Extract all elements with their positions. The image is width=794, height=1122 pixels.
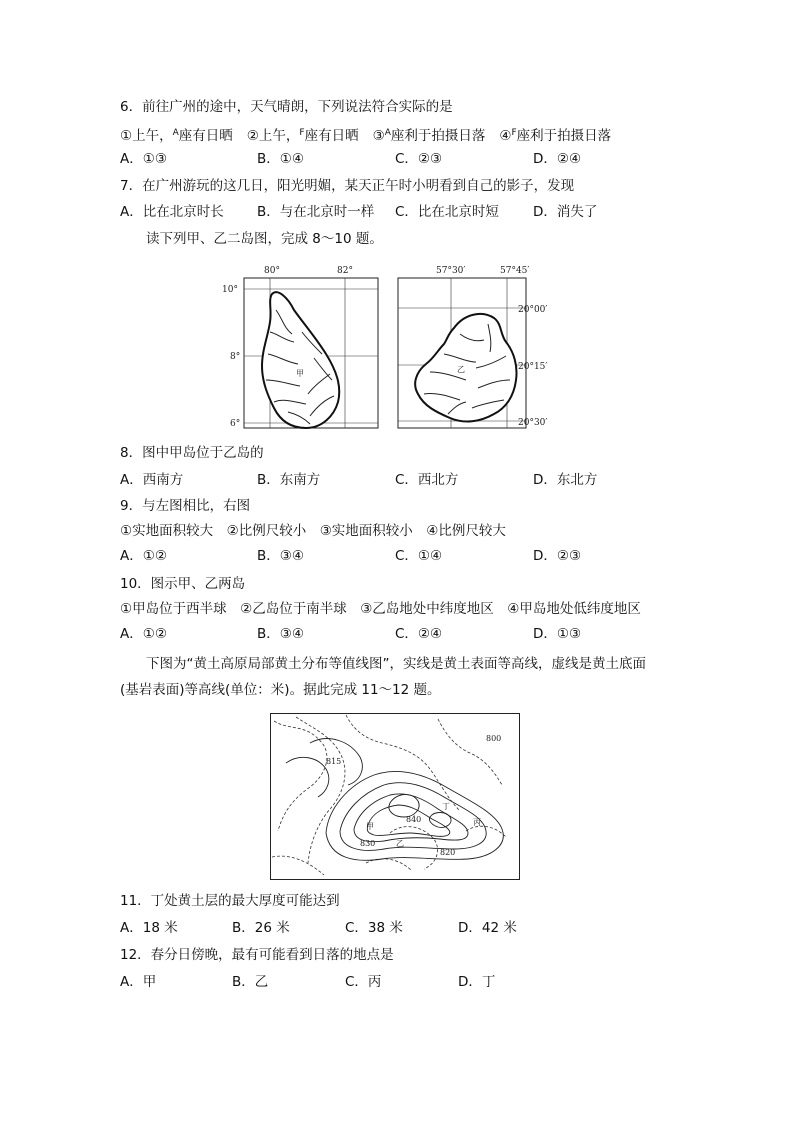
q11-option-c[interactable]: C．38 米: [345, 920, 403, 936]
left-tick-82: 82°: [337, 266, 353, 276]
question-11-stem: 11．丁处黄土层的最大厚度可能达到: [120, 893, 340, 909]
q12-option-c[interactable]: C．丙: [345, 974, 382, 990]
q10-option-a[interactable]: A．①②: [120, 626, 167, 642]
q7-option-b[interactable]: B．与在北京时一样: [257, 204, 375, 220]
question-8-stem: 8．图中甲岛位于乙岛的: [120, 445, 264, 461]
right-tick-20-30: 20°30′: [518, 418, 548, 428]
contour-label-820: 820: [440, 848, 456, 857]
q9-option-a[interactable]: A．①②: [120, 548, 167, 564]
q12-option-a[interactable]: A．甲: [120, 974, 157, 990]
question-9-stem: 9．与左图相比，右图: [120, 498, 251, 514]
q10-option-b[interactable]: B．③④: [257, 626, 304, 642]
island-map-right: [398, 266, 547, 428]
q6-option-c[interactable]: C．②③: [395, 151, 443, 167]
point-label-ding: 丁: [442, 802, 450, 811]
question-9-statements: ①实地面积较大 ②比例尺较小 ③实地面积较小 ④比例尺较大: [120, 523, 506, 539]
q12-option-b[interactable]: B．乙: [232, 974, 269, 990]
q9-option-c[interactable]: C．①④: [395, 548, 443, 564]
q8-option-a[interactable]: A．西南方: [120, 472, 184, 488]
right-tick-20-00: 20°00′: [518, 305, 548, 315]
q7-option-d[interactable]: D．消失了: [533, 204, 598, 220]
contour-label-840: 840: [406, 815, 422, 824]
q10-option-d[interactable]: D．①③: [533, 626, 582, 642]
figure-islands: [218, 262, 558, 432]
right-tick-57-45: 57°45′: [500, 266, 530, 276]
q12-option-d[interactable]: D．丁: [458, 974, 496, 990]
question-10-stem: 10．图示甲、乙两岛: [120, 576, 246, 592]
question-7-stem: 7．在广州游玩的这几日，阳光明媚，某天正午时小明看到自己的影子，发现: [120, 178, 575, 194]
intro-11-12-line1: 下图为“黄土高原局部黄土分布等值线图”，实线是黄土表面等高线，虚线是黄土底面: [146, 656, 646, 672]
q6-statement-4: ④$^F$座利于拍摄日落: [499, 128, 612, 144]
intro-8-10: 读下列甲、乙二岛图，完成 8～10 题。: [146, 231, 383, 247]
point-label-yi: 乙: [396, 839, 404, 848]
q8-option-d[interactable]: D．东北方: [533, 472, 598, 488]
question-6-stem: 6．前往广州的途中，天气晴朗，下列说法符合实际的是: [120, 99, 453, 115]
island-jia-outline: [262, 292, 339, 428]
q8-option-b[interactable]: B．东南方: [257, 472, 321, 488]
contour-label-830: 830: [360, 839, 376, 848]
island-map-left: [222, 266, 378, 429]
right-tick-57-30: 57°30′: [436, 266, 466, 276]
question-6-statements: [120, 124, 611, 145]
question-10-statements: ①甲岛位于西半球 ②乙岛位于南半球 ③乙岛地处中纬度地区 ④甲岛地处低纬度地区: [120, 601, 641, 617]
q11-option-d[interactable]: D．42 米: [458, 920, 517, 936]
right-tick-20-15: 20°15′: [518, 362, 548, 372]
island-label-yi: 乙: [457, 365, 465, 374]
left-tick-8: 8°: [230, 352, 241, 362]
q10-option-c[interactable]: C．②④: [395, 626, 443, 642]
figure-loess-contour: [270, 713, 520, 881]
q7-option-a[interactable]: A．比在北京时长: [120, 204, 224, 220]
q6-option-b[interactable]: B．①④: [257, 151, 304, 167]
q6-statement-3: ③$^A$座利于拍摄日落: [372, 128, 486, 144]
q7-option-c[interactable]: C．比在北京时短: [395, 204, 499, 220]
q11-option-b[interactable]: B．26 米: [232, 920, 290, 936]
q6-statement-1: ①上午，$^A$座有日晒: [120, 128, 233, 144]
q6-option-a[interactable]: A．①③: [120, 151, 167, 167]
q8-option-c[interactable]: C．西北方: [395, 472, 459, 488]
island-yi-outline: [415, 314, 516, 422]
q9-option-d[interactable]: D．②③: [533, 548, 582, 564]
contour-label-800: 800: [486, 734, 502, 743]
q6-option-d[interactable]: D．②④: [533, 151, 582, 167]
island-label-jia: 甲: [296, 369, 304, 378]
intro-11-12-line2: (基岩表面)等高线(单位：米)。据此完成 11～12 题。: [120, 682, 441, 698]
point-label-bing: 丙: [473, 818, 481, 827]
q6-statement-2: ②上午，$^F$座有日晒: [246, 128, 359, 144]
left-tick-80: 80°: [264, 266, 280, 276]
contour-label-815: 815: [326, 757, 342, 766]
left-tick-6: 6°: [230, 419, 241, 429]
point-label-jia: 甲: [366, 822, 374, 831]
q11-option-a[interactable]: A．18 米: [120, 920, 178, 936]
question-12-stem: 12．春分日傍晚，最有可能看到日落的地点是: [120, 947, 394, 963]
q9-option-b[interactable]: B．③④: [257, 548, 304, 564]
left-tick-10: 10°: [222, 285, 238, 295]
